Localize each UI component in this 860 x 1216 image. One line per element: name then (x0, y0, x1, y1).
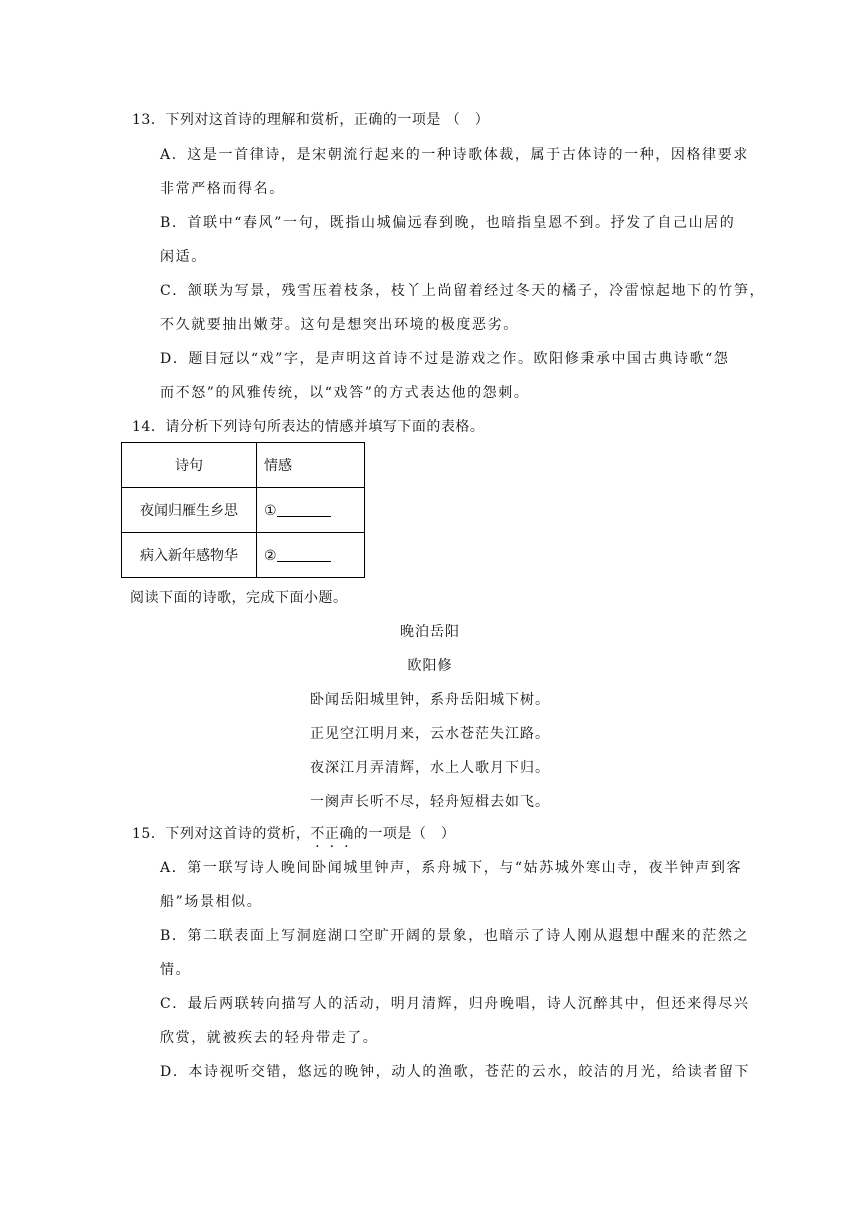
poem-line-cell: 病入新年感物华 (122, 533, 257, 578)
poem-line: 一阕声长听不尽，轻舟短楫去如飞。 (310, 794, 550, 810)
poem-line: 夜深江月弄清辉，水上人歌月下归。 (310, 760, 550, 776)
table-row (122, 533, 365, 578)
reading-intro: 阅读下面的诗歌，完成下面小题。 (130, 590, 348, 606)
poem-line: 正见空江明月来，云水苍茫失江路。 (310, 726, 550, 742)
q13-option-b-cont: 闲适。 (160, 249, 207, 265)
q14-stem: 14．请分析下列诗句所表达的情感并填写下面的表格。 (132, 419, 485, 435)
poem-author: 欧阳修 (407, 658, 453, 674)
q15-stem-emphasis (310, 826, 354, 842)
answer-marker: ② (264, 547, 277, 564)
emphasis-char: 不 (310, 826, 325, 842)
q13-option-c: C．颔联为写景，残雪压着枝条，枝丫上尚留着经过冬天的橘子，冷雷惊起地下的竹笋， (160, 283, 766, 299)
q13-option-a-cont: 非常严格而得名。 (160, 181, 285, 197)
q15-option-d: D．本诗视听交错，悠远的晚钟，动人的渔歌，苍茫的云水，皎洁的月光，给读者留下 (160, 1064, 751, 1080)
q15-option-c: C．最后两联转向描写人的活动，明月清辉，归舟晚唱，诗人沉醉其中，但还来得尽兴 (160, 996, 750, 1012)
q13-option-d-cont: 而不怒”的风雅传统，以“戏答”的方式表达他的怨刺。 (160, 385, 530, 401)
q15-option-a-cont: 船”场景相似。 (160, 894, 263, 910)
q15-option-b-cont: 情。 (160, 962, 192, 978)
q15-stem (132, 824, 455, 844)
q15-option-b: B．第二联表面上写洞庭湖口空旷开阔的景象，也暗示了诗人刚从遐想中醒来的茫然之 (160, 928, 750, 944)
emotion-table (121, 442, 365, 578)
header-poem-line: 诗句 (122, 443, 257, 488)
q13-option-b: B．首联中“春风”一句，既指山城偏远春到晚，也暗指皇恩不到。抒发了自己山居的 (160, 215, 736, 231)
answer-marker: ① (264, 502, 277, 519)
answer-cell[interactable] (257, 533, 365, 578)
header-emotion: 情感 (257, 443, 365, 488)
q13-option-d: D．题目冠以“戏”字，是声明这首诗不过是游戏之作。欧阳修秉承中国古典诗歌“怨 (160, 351, 730, 367)
emphasis-char: 正 (324, 826, 340, 842)
table-header-row (122, 443, 365, 488)
poem-line: 卧闻岳阳城里钟，系舟岳阳城下树。 (310, 692, 550, 708)
q15-option-c-cont: 欣赏，就被疾去的轻舟带走了。 (160, 1030, 379, 1046)
poem-line-cell: 夜闻归雁生乡思 (122, 488, 257, 533)
q15-option-a: A．第一联写诗人晚间卧闻城里钟声，系舟城下，与“姑苏城外寒山寺，夜半钟声到客 (160, 860, 743, 876)
answer-blank[interactable] (277, 547, 331, 562)
q13-option-c-cont: 不久就要抽出嫩芽。这句是想突出环境的极度恶劣。 (160, 317, 519, 333)
answer-blank[interactable] (277, 502, 331, 517)
q15-stem-pre: 15．下列对这首诗的赏析， (132, 826, 311, 842)
answer-cell[interactable] (257, 488, 365, 533)
poem-title: 晚泊岳阳 (400, 624, 460, 640)
q13-stem: 13．下列对这首诗的理解和赏析，正确的一项是 （ ） (132, 112, 490, 128)
emphasis-char: 确 (339, 826, 354, 842)
table-row (122, 488, 365, 533)
q15-stem-post: 的一项是（ ） (353, 826, 456, 842)
q13-option-a: A．这是一首律诗，是宋朝流行起来的一种诗歌体裁，属于古体诗的一种，因格律要求 (160, 147, 749, 163)
